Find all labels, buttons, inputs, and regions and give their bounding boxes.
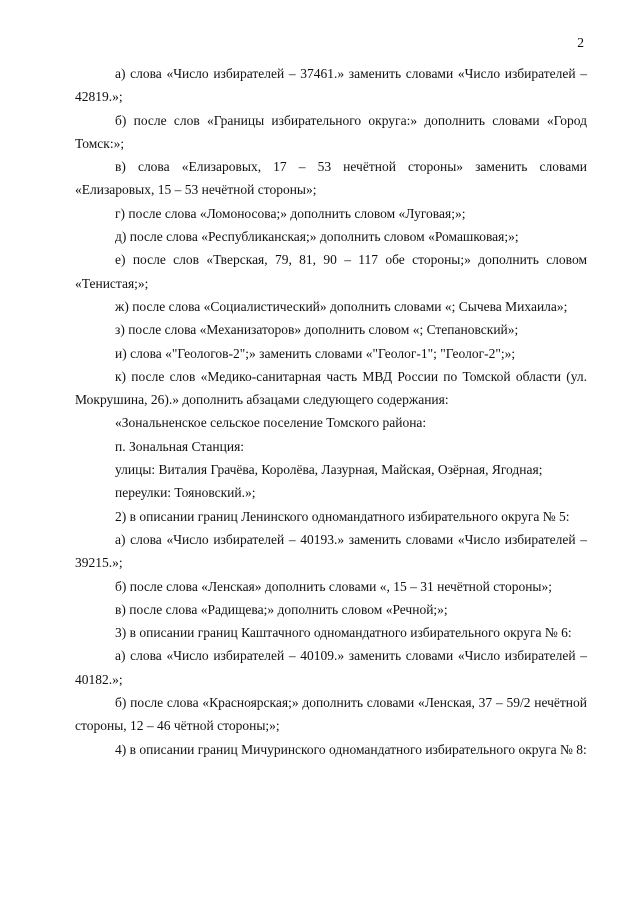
paragraph: е) после слов «Тверская, 79, 81, 90 – 117 обе стороны;» дополнить словом «Тенистая;»; <box>75 252 587 291</box>
paragraph: г) после слова «Ломоносова;» дополнить словом «Луговая;»; <box>115 205 466 221</box>
paragraph: 3) в описании границ Каштачного одномандатного избирательного округа № 6: <box>115 625 572 641</box>
paragraph: 4) в описании границ Мичуринского одномандатного избирательного округа № 8: <box>115 741 587 757</box>
paragraph: б) после слова «Ленская» дополнить словами «, 15 – 31 нечётной стороны»; <box>115 578 553 594</box>
paragraph: «Зональненское сельское поселение Томского района: <box>115 415 427 431</box>
paragraph: в) слова «Елизаровых, 17 – 53 нечётной стороны» заменить словами «Елизаровых, 15 – 53 нечётной стороны»; <box>75 159 587 198</box>
paragraph: а) слова «Число избирателей – 37461.» заменить словами «Число избирателей – 42819.»; <box>75 66 587 105</box>
paragraph: улицы: Виталия Грачёва, Королёва, Лазурная, Майская, Озёрная, Ягодная; <box>115 462 543 478</box>
paragraph: а) слова «Число избирателей – 40109.» заменить словами «Число избирателей – 40182.»; <box>75 648 587 687</box>
paragraph: переулки: Тояновский.»; <box>115 485 256 501</box>
paragraph: к) после слов «Медико-санитарная часть МВД России по Томской области (ул. Мокрушина, 26).» дополнить абзацами следующего содержания: <box>75 368 587 408</box>
paragraph: ж) после слова «Социалистический» дополнить словами «; Сычева Михаила»; <box>115 298 568 314</box>
paragraph: б) после слов «Границы избирательного округа:» дополнить словами «Город Томск:»; <box>75 112 587 151</box>
paragraph: 2) в описании границ Ленинского одномандатного избирательного округа № 5: <box>115 508 570 524</box>
paragraph: и) слова «"Геологов-2";» заменить словами «"Геолог-1"; "Геолог-2";»; <box>115 345 516 361</box>
paragraph: п. Зональная Станция: <box>115 438 245 454</box>
page-number: 2 <box>577 35 584 50</box>
paragraph: а) слова «Число избирателей – 40193.» заменить словами «Число избирателей – 39215.»; <box>75 531 587 571</box>
paragraph: з) после слова «Механизаторов» дополнить словом «; Степановский»; <box>115 322 519 338</box>
paragraph: б) после слова «Красноярская;» дополнить словами «Ленская, 37 – 59/2 нечётной стороны, 12 – 46 чётной стороны;»; <box>75 695 587 734</box>
paragraph: в) после слова «Радищева;» дополнить словом «Речной;»; <box>115 601 448 617</box>
paragraph: д) после слова «Республиканская;» дополнить словом «Ромашковая;»; <box>115 229 519 245</box>
document-body <box>75 62 587 761</box>
